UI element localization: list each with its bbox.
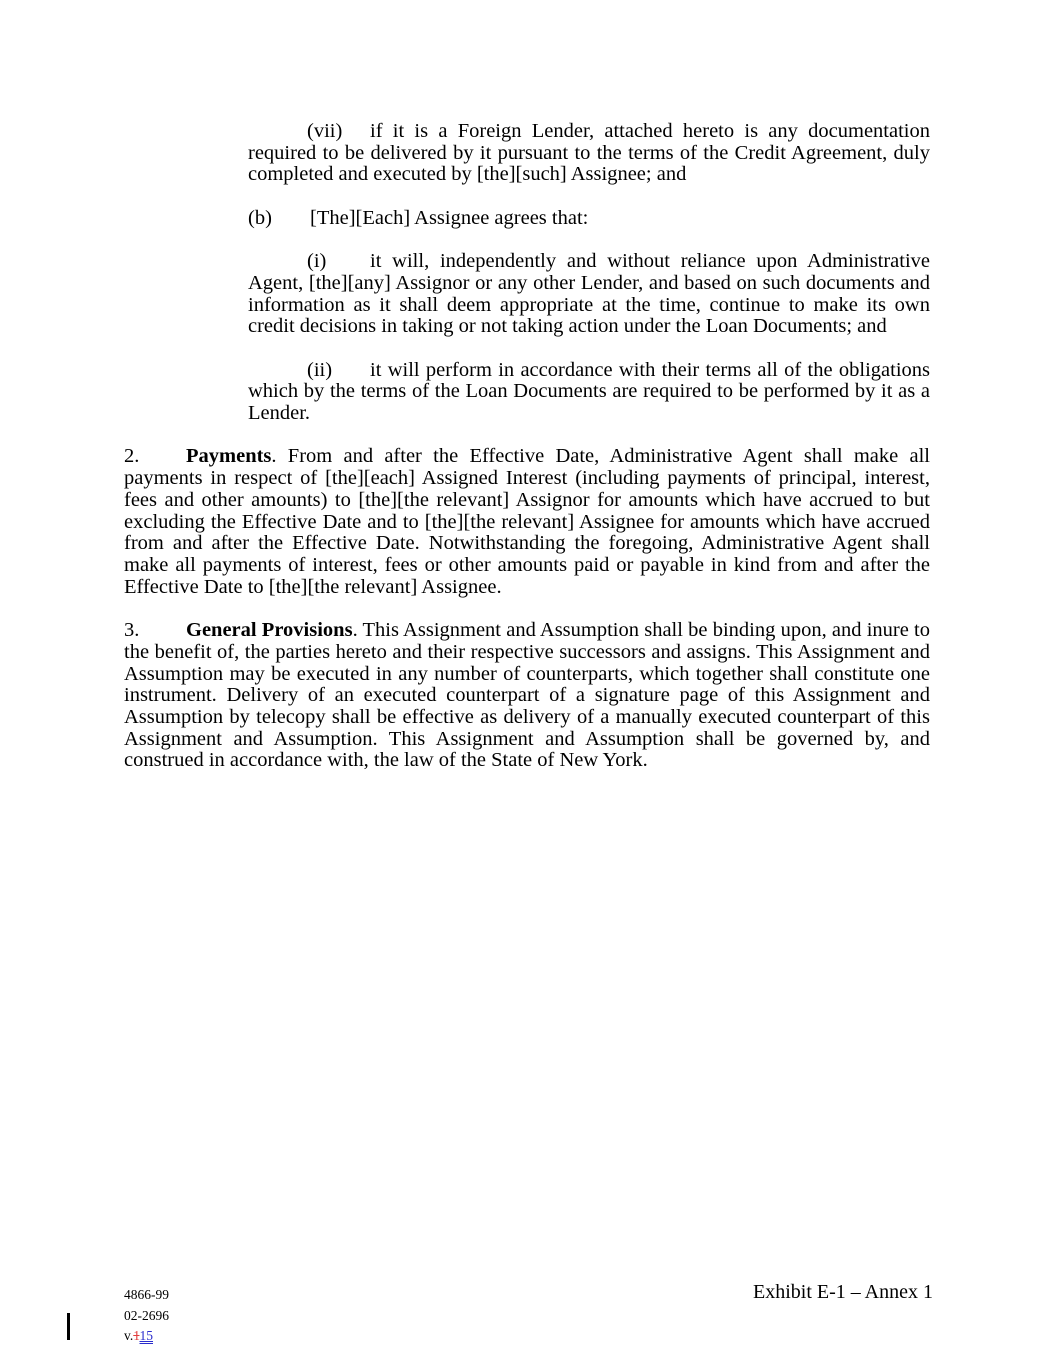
- footer-version-line: [124, 1326, 169, 1347]
- paragraph-i-label: (i): [307, 250, 327, 273]
- paragraph-i: [248, 251, 930, 338]
- paragraph-3-heading: General Provisions: [186, 619, 353, 642]
- version-inserted-text: 15: [139, 1328, 153, 1343]
- paragraph-ii-text: it will perform in accordance with their terms all of the obligations which by the terms of the Loan Documents are required to be performed by it as a Lender.: [248, 358, 930, 425]
- paragraph-ii: [248, 360, 930, 425]
- paragraph-vii: [248, 121, 930, 186]
- paragraph-b-text: [The][Each] Assignee agrees that:: [310, 206, 589, 229]
- footer-doc-id-line2: 02-2696: [124, 1307, 169, 1323]
- version-prefix: v.: [124, 1328, 134, 1343]
- paragraph-b-label: (b): [248, 206, 272, 229]
- footer-doc-id-line1: 4866-99: [124, 1287, 169, 1302]
- footer-doc-ids: [124, 1285, 169, 1347]
- paragraph-i-text: it will, independently and without reliance upon Administrative Agent, [the][any] Assignor or any other Lender, and based on such documents and information as it shall deem appropriate at the time, continue to make its own credit decisions in taking or not taking action under the Loan Documents; and: [248, 250, 930, 338]
- paragraph-3-number: 3.: [124, 619, 140, 642]
- paragraph-2-number: 2.: [124, 445, 140, 468]
- paragraph-2-text: . From and after the Effective Date, Administrative Agent shall make all payments in respect of [the][each] Assigned Interest (including payments of principal, interest, fees and other amounts) to [the][the relevant] Assignor for amounts which have accrued to but excluding the Effective Date and to [the][the relevant] Assignee for amounts which have accrued from and after the Effective Date. Notwithstanding the foregoing, Administrative Agent shall make all payments of interest, fees or other amounts paid or payable in kind from and after the Effective Date to [the][the relevant] Assignee.: [124, 445, 930, 598]
- footer-exhibit-label: Exhibit E-1 – Annex 1: [753, 1281, 933, 1303]
- paragraph-3-text: . This Assignment and Assumption shall be binding upon, and inure to the benefit of, the parties hereto and their respective successors and assigns. This Assignment and Assumption may be executed in any number of counterparts, which together shall constitute one instrument. Delivery of an executed counterpart of a signature page of this Assignment and Assumption by telecopy shall be effective as delivery of a manually executed counterpart of this Assignment and Assumption. This Assignment and Assumption shall be governed by, and construed in accordance with, the law of the State of New York.: [124, 619, 931, 772]
- paragraph-3-general-provisions: [124, 620, 930, 772]
- paragraph-vii-text: if it is a Foreign Lender, attached hereto is any documentation required to be delivered by it pursuant to the terms of the Credit Agreement, duly completed and executed by [the][such] Assignee; and: [248, 120, 930, 186]
- paragraph-vii-label: (vii): [307, 120, 343, 142]
- paragraph-2-payments: [124, 446, 930, 598]
- paragraph-ii-label: (ii): [307, 358, 333, 381]
- paragraph-b: [248, 208, 930, 230]
- revision-change-bar: [67, 1313, 70, 1340]
- paragraph-2-heading: Payments: [186, 445, 272, 468]
- document-body: [124, 121, 930, 794]
- version-deleted-text: 1: [133, 1328, 140, 1343]
